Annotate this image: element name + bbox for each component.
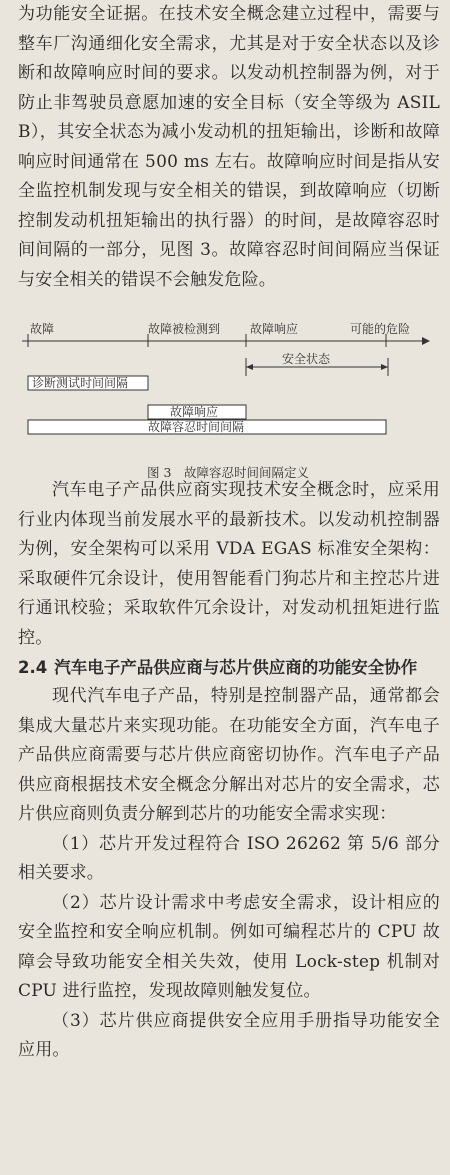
list-item-2: （2）芯片设计需求中考虑安全需求，设计相应的安全监控和安全响应机制。例如可编程芯片的 CPU 故障会导致功能安全相关失效，使用 Lock-step 机制对 CPU 进行监控，发现故障则触发复位。: [18, 892, 440, 1001]
section-number: 2.4: [18, 658, 48, 677]
paragraph-architecture: 汽车电子产品供应商实现技术安全概念时，应采用行业内体现当前发展水平的最新技术。以发动机控制器为例，安全架构可以采用 VDA EGAS 标准安全架构：采取硬件冗余设计，使用智能看门狗芯片和主控芯片进行通讯校验；采取软件冗余设计，对发动机扭矩进行监控。: [18, 480, 440, 648]
timeline-arrowhead: [422, 337, 430, 345]
list-item-1: （1）芯片开发过程符合 ISO 26262 第 5/6 部分相关要求。: [18, 833, 440, 883]
label-diag-interval: 诊断测试时间间隔: [32, 376, 129, 390]
label-fault: 故障: [30, 322, 55, 336]
safe-state-arrow-left: [246, 364, 253, 370]
label-fault-response: 故障响应: [250, 322, 299, 336]
figure-fault-tolerance: [18, 320, 438, 480]
timeline-diagram: [18, 320, 438, 460]
section-title: 汽车电子产品供应商与芯片供应商的功能安全协作: [54, 658, 418, 677]
label-possible-hazard: 可能的危险: [350, 322, 411, 336]
list-item-3: （3）芯片供应商提供安全应用手册指导功能安全应用。: [18, 1010, 440, 1060]
label-response-bar: 故障响应: [170, 405, 219, 419]
label-tolerance-bar: 故障容忍时间间隔: [148, 420, 245, 434]
safe-state-arrow-right: [381, 364, 388, 370]
figure-caption: 图 3 故障容忍时间间隔定义: [147, 465, 309, 480]
paragraph-chip-collaboration: 现代汽车电子产品，特别是控制器产品，通常都会集成大量芯片来实现功能。在功能安全方面，汽车电子产品供应商需要与芯片供应商密切协作。汽车电子产品供应商根据技术安全概念分解出对芯片的安全需求，芯片供应商则负责分解到芯片的功能安全需求实现：: [18, 686, 440, 824]
label-safe-state: 安全状态: [282, 352, 331, 366]
section-heading: [18, 653, 440, 682]
label-fault-detected: 故障被检测到: [148, 322, 221, 336]
paragraph-safety-concept: 为功能安全证据。在技术安全概念建立过程中，需要与整车厂沟通细化安全需求，尤其是对于安全状态以及诊断和故障响应时间的要求。以发动机控制器为例，对于防止非驾驶员意愿加速的安全目标（安全等级为 ASIL B），其安全状态为减小发动机的扭矩输出，诊断和故障响应时间通常在 500 ms 左右。故障响应时间是指从安全监控机制发现与安全相关的错误，到故障响应（切断控制发动机扭矩输出的执行器）的时间，是故障容忍时间间隔的一部分，见图 3。故障容忍时间间隔应当保证与安全相关的错误不会触发危险。: [18, 4, 440, 290]
